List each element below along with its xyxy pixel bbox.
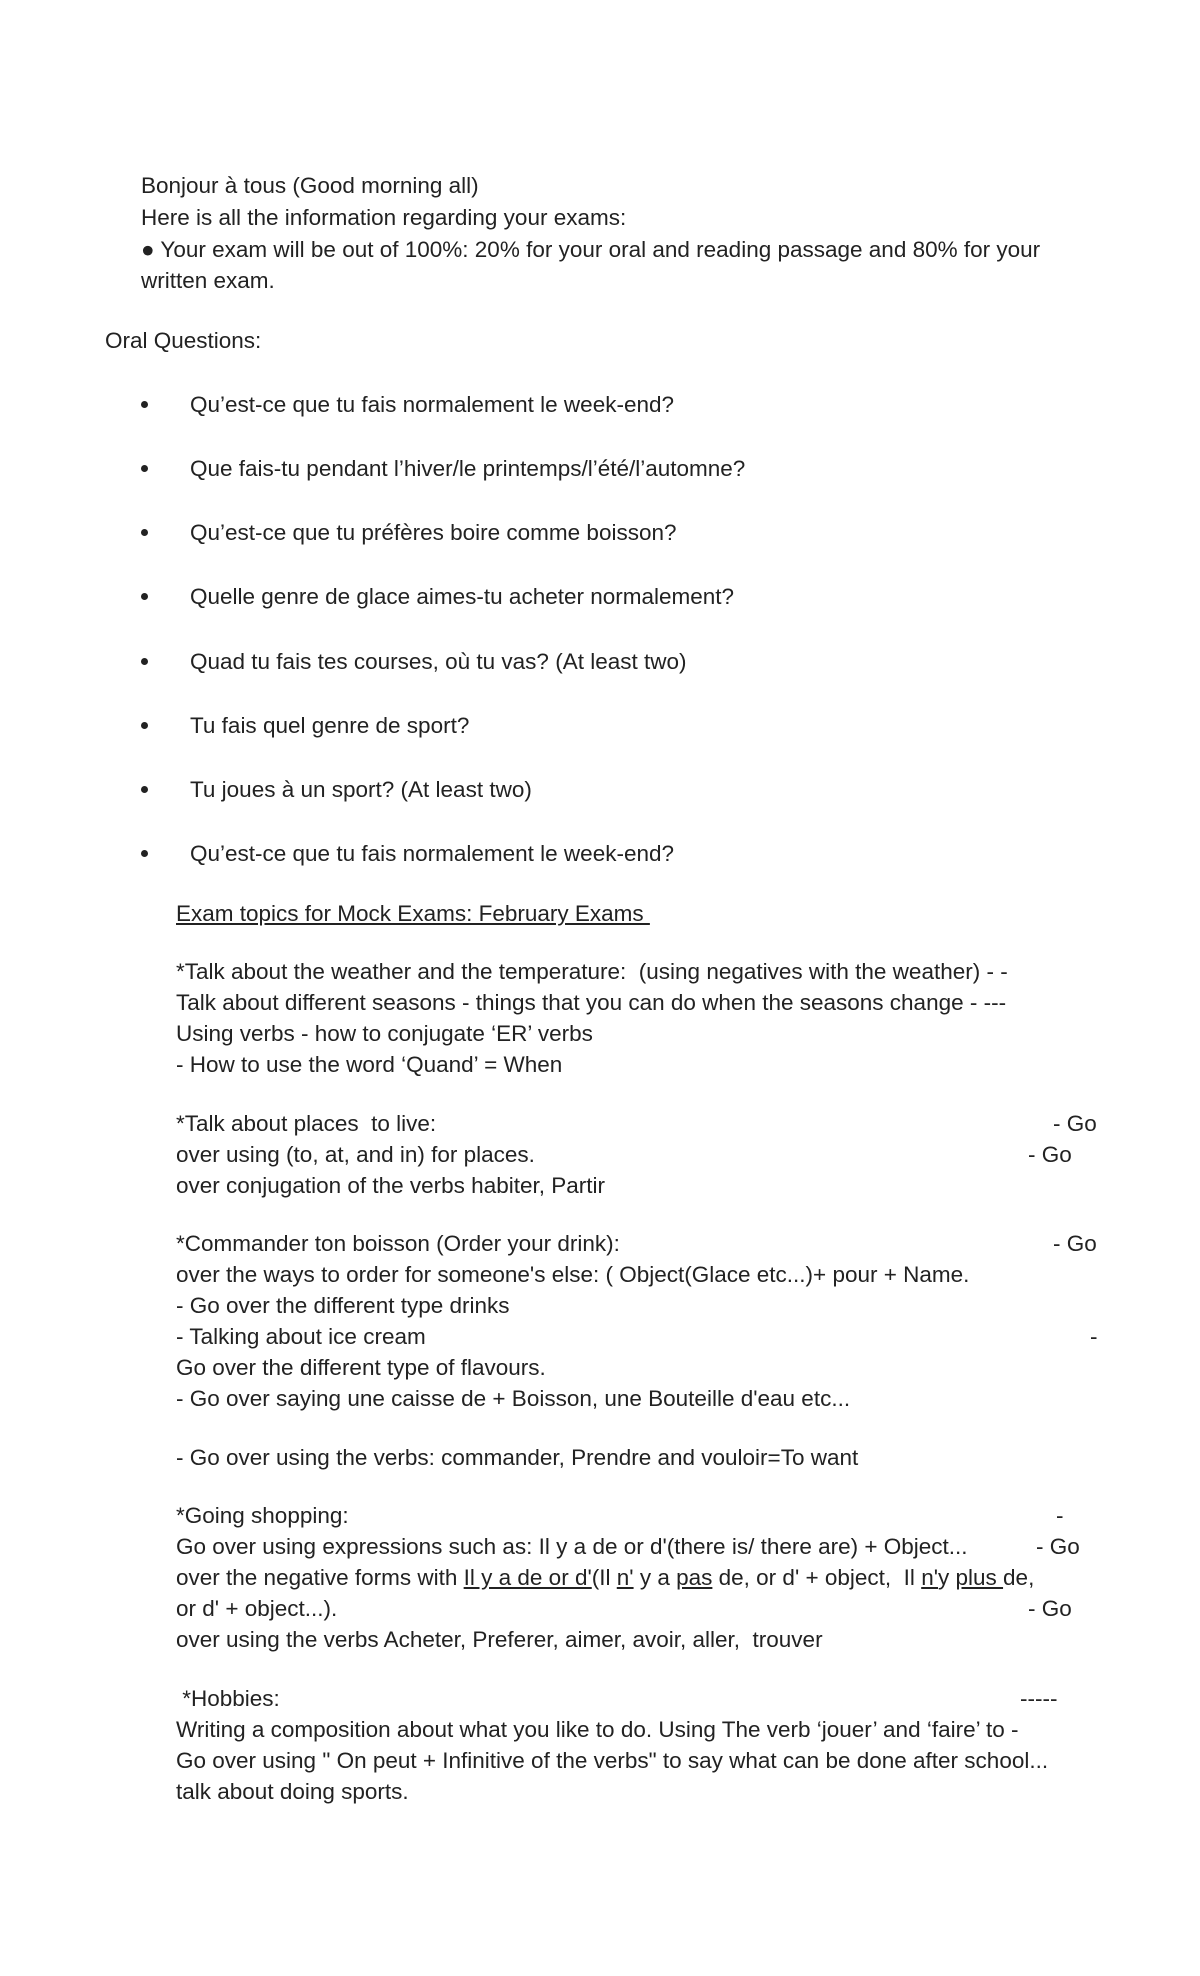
question-text: Tu joues à un sport? (At least two) xyxy=(190,777,532,802)
question-text: Qu’est-ce que tu préfères boire comme boisson? xyxy=(190,520,677,545)
info-line: Here is all the information regarding your exams: xyxy=(141,205,627,230)
places-line-2-right: - Go xyxy=(1028,1142,1072,1167)
bullet-icon xyxy=(141,465,148,472)
exam-weight-line: ● Your exam will be out of 100%: 20% for your oral and reading passage and 80% for your xyxy=(141,237,1041,262)
exam-topics-heading: Exam topics for Mock Exams: February Exams xyxy=(176,901,650,926)
hobbies-line-2: Writing a composition about what you like to do. Using The verb ‘jouer’ and ‘faire’ to - xyxy=(176,1717,1019,1742)
shopping-line-5: over using the verbs Acheter, Preferer, aimer, avoir, aller, trouver xyxy=(176,1627,823,1652)
drink-line-3: - Go over the different type drinks xyxy=(176,1293,510,1318)
text-run: over the negative forms with xyxy=(176,1565,464,1590)
question-text: Tu fais quel genre de sport? xyxy=(190,713,470,738)
hobbies-line-1-right: ----- xyxy=(1020,1686,1058,1711)
shopping-line-1: *Going shopping: xyxy=(176,1503,349,1528)
drink-line-1: *Commander ton boisson (Order your drink): xyxy=(176,1231,620,1256)
bullet-icon xyxy=(141,786,148,793)
shopping-line-2: Go over using expressions such as: Il y a de or d'(there is/ there are) + Object... xyxy=(176,1534,968,1559)
drink-line-6: - Go over saying une caisse de + Boisson, une Bouteille d'eau etc... xyxy=(176,1386,851,1411)
exam-weight-line-cont: written exam. xyxy=(141,268,275,293)
shopping-line-4: or d' + object...). xyxy=(176,1596,338,1621)
underlined-text: pas xyxy=(676,1565,713,1590)
oral-questions-heading: Oral Questions: xyxy=(105,328,262,353)
bullet-icon xyxy=(141,722,148,729)
question-text: Quelle genre de glace aimes-tu acheter normalement? xyxy=(190,584,735,609)
shopping-line-3 xyxy=(176,1567,1034,1590)
weather-line-4: - How to use the word ‘Quand’ = When xyxy=(176,1052,563,1077)
hobbies-line-3: Go over using " On peut + Infinitive of the verbs" to say what can be done after school... xyxy=(176,1748,1049,1773)
places-line-1-right: - Go xyxy=(1053,1111,1097,1136)
hobbies-line-1: *Hobbies: xyxy=(176,1686,280,1711)
underlined-text: n' xyxy=(921,1565,938,1590)
drink-line-4-right: - xyxy=(1090,1324,1098,1349)
underlined-text: n' xyxy=(616,1565,634,1590)
drink-line-7: - Go over using the verbs: commander, Prendre and vouloir=To want xyxy=(176,1445,859,1470)
question-text: Qu’est-ce que tu fais normalement le week-end? xyxy=(190,841,675,866)
drink-line-5: Go over the different type of flavours. xyxy=(176,1355,546,1380)
drink-line-4: - Talking about ice cream xyxy=(176,1324,426,1349)
bullet-icon xyxy=(141,850,148,857)
hobbies-line-4: talk about doing sports. xyxy=(176,1779,409,1804)
places-line-3: over conjugation of the verbs habiter, Partir xyxy=(176,1173,605,1198)
shopping-line-1-right: - xyxy=(1056,1503,1064,1528)
weather-line-3: Using verbs - how to conjugate ‘ER’ verbs xyxy=(176,1021,593,1046)
question-text: Qu’est-ce que tu fais normalement le week-end? xyxy=(190,392,675,417)
drink-line-1-right: - Go xyxy=(1053,1231,1097,1256)
bullet-icon xyxy=(141,401,148,408)
question-text: Quad tu fais tes courses, où tu vas? (At least two) xyxy=(190,649,687,674)
weather-line-2: Talk about different seasons - things that you can do when the seasons change - --- xyxy=(176,990,1007,1015)
weather-line-1: *Talk about the weather and the temperature: (using negatives with the weather) - - xyxy=(176,959,1008,984)
bullet-icon xyxy=(141,593,148,600)
text-run: (Il xyxy=(591,1565,617,1590)
drink-line-2: over the ways to order for someone's else: ( Object(Glace etc...)+ pour + Name. xyxy=(176,1262,970,1287)
text-run: y xyxy=(938,1565,956,1590)
greeting: Bonjour à tous (Good morning all) xyxy=(141,173,479,198)
underlined-text: Il y a de or d' xyxy=(463,1565,592,1590)
underlined-text: plus xyxy=(955,1565,1004,1590)
bullet-icon xyxy=(141,658,148,665)
bullet-icon xyxy=(141,529,148,536)
shopping-line-4-right: - Go xyxy=(1028,1596,1072,1621)
places-line-2: over using (to, at, and in) for places. xyxy=(176,1142,535,1167)
question-text: Que fais-tu pendant l’hiver/le printemps/l’été/l’automne? xyxy=(190,456,746,481)
text-run: de, xyxy=(1003,1565,1035,1590)
places-line-1: *Talk about places to live: xyxy=(176,1111,437,1136)
shopping-line-2-right: - Go xyxy=(1036,1534,1080,1559)
text-run: de, or d' + object, Il xyxy=(712,1565,922,1590)
text-run: y a xyxy=(633,1565,677,1590)
